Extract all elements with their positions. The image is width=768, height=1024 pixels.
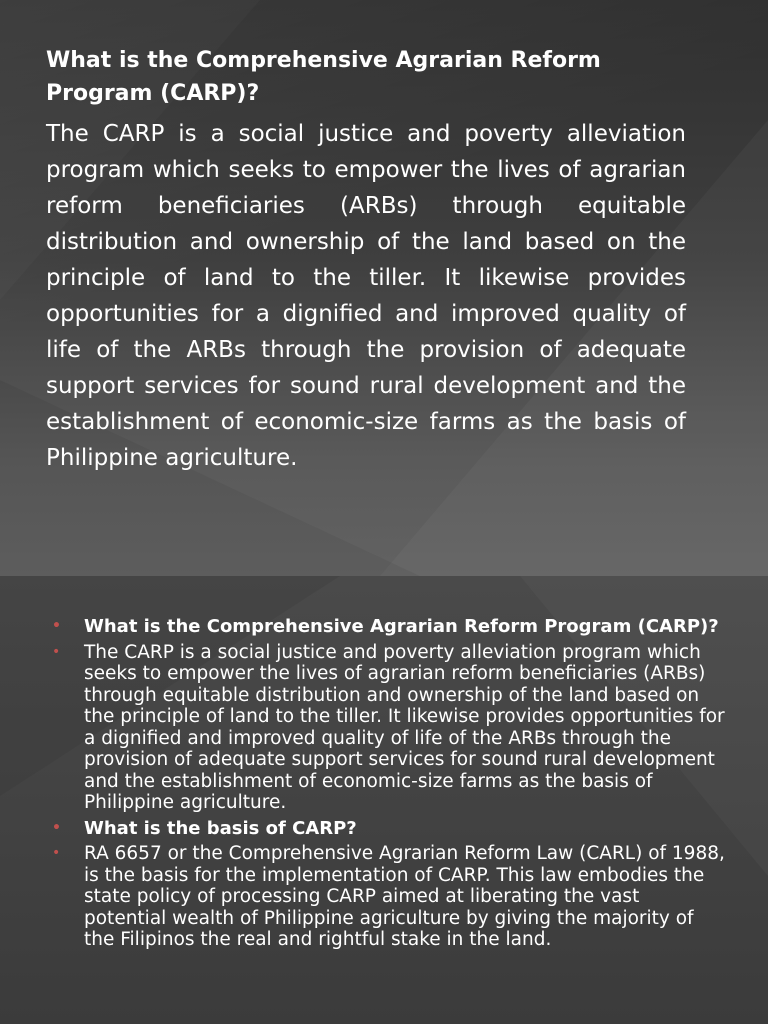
slide-1-body: The CARP is a social justice and poverty alleviation program which seeks to empower the lives of agrarian reform beneficiaries (ARBs) through equitable distribution and ownership of the land based on the principle of land to the tiller. It likewise provides opportunities for a dignified and improved quality of life of the ARBs through the provision of adequate support services for sound rural development and the establishment of economic-size farms as the basis of Philippine agriculture. [46,121,686,471]
bullet-icon: • [52,618,61,634]
bullet-icon: • [52,819,61,836]
slide-1-title: What is the Comprehensive Agrarian Reform Program (CARP)? [46,48,601,106]
bullet-icon: • [52,643,61,660]
list-item-text: What is the Comprehensive Agrarian Reform Program (CARP)? [84,616,719,637]
list-item [46,843,726,951]
list-item [46,642,726,814]
slide-1-content [46,44,686,476]
list-item [46,818,726,840]
list-item-text: RA 6657 or the Comprehensive Agrarian Reform Law (CARL) of 1988, is the basis for the implementation of CARP. This law embodies the state policy of processing CARP aimed at liberating the vast potential wealth of Philippine agriculture by giving the majority of the Filipinos the real and rightful stake in the land. [84,843,725,950]
list-item-text: The CARP is a social justice and poverty alleviation program which seeks to empower the lives of agrarian reform beneficiaries (ARBs) through equitable distribution and ownership of the land based on the principle of land to the tiller. It likewise provides opportunities for a dignified and improved quality of life of the ARBs through the provision of adequate support services for sound rural development and the establishment of economic-size farms as the basis of Philippine agriculture. [84,641,725,813]
list-item-text: What is the basis of CARP? [84,817,357,839]
slide-2 [0,576,768,1024]
list-item [46,616,726,638]
bullet-icon: • [52,845,61,861]
slide-2-bullet-list [46,616,726,955]
